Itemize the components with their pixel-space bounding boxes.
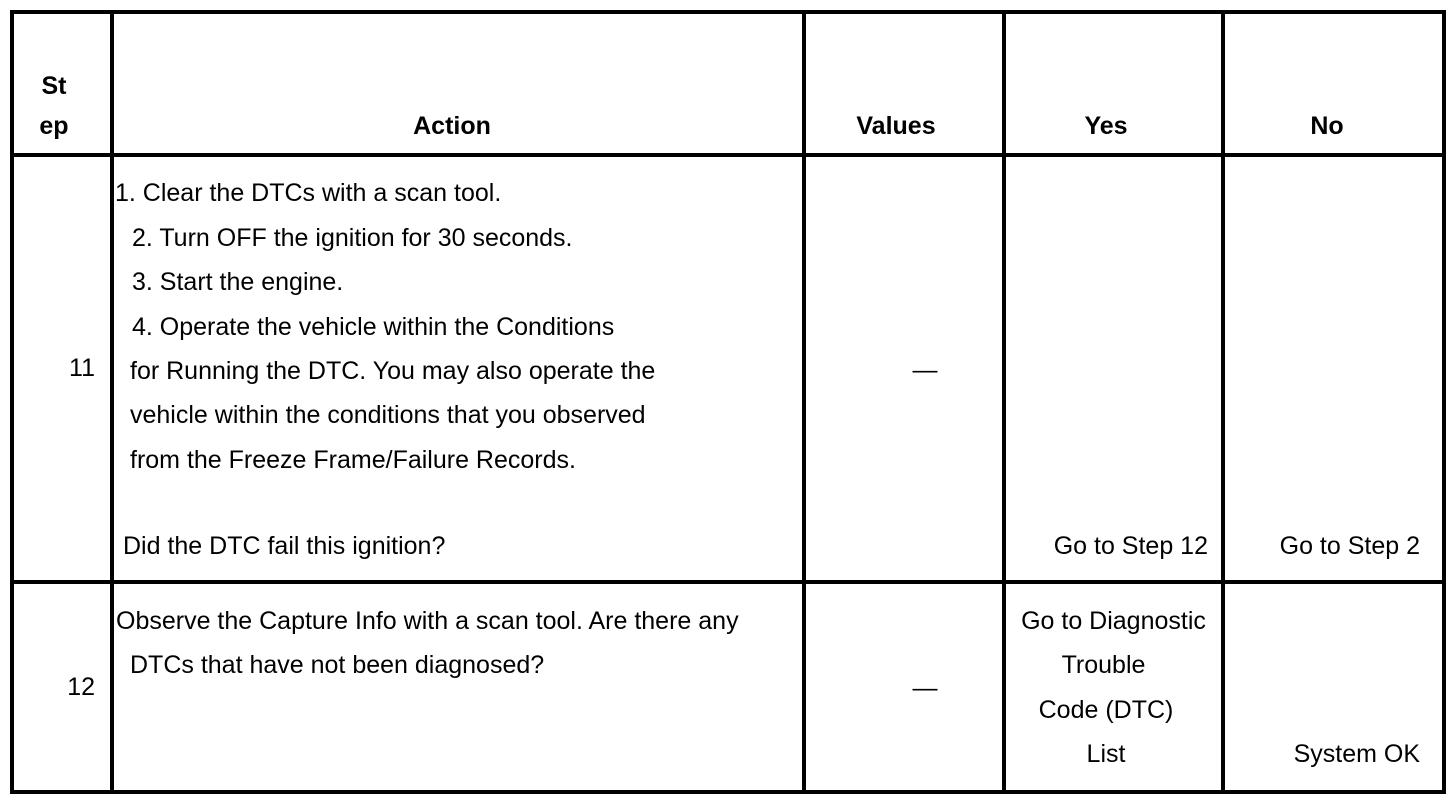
action-line: vehicle within the conditions that you observed [130,401,646,429]
action-line: 3. Start the engine. [132,268,344,296]
values-dash: — [912,674,938,702]
yes-goto-line: Code (DTC) [1038,696,1174,724]
step-number: 11 [69,354,95,382]
table-border-bottom [10,790,1446,794]
yes-goto-line: List [1086,740,1126,768]
yes-goto-line: Go to Diagnostic [1021,607,1206,635]
header-action: Action [413,112,491,140]
no-result: System OK [1293,740,1420,768]
action-line: 4. Operate the vehicle within the Conditions [132,313,615,341]
header-values: Values [856,112,936,140]
action-line: Observe the Capture Info with a scan tool. Are there any [116,607,739,635]
values-dash: — [912,356,938,384]
yes-goto-line: Trouble [1061,651,1146,679]
no-goto: Go to Step 2 [1279,532,1420,560]
header-step-line2: ep [39,112,69,140]
table-border-top [10,10,1446,14]
table-border-right [1442,10,1446,794]
action-line: DTCs that have not been diagnosed? [130,651,545,679]
step-number: 12 [67,673,95,701]
header-divider [10,153,1446,157]
header-yes: Yes [1084,112,1128,140]
yes-goto: Go to Step 12 [1053,532,1208,560]
row-divider [10,580,1446,584]
header-step-line1: St [41,72,67,100]
action-line: 2. Turn OFF the ignition for 30 seconds. [132,224,573,252]
action-line: 1. Clear the DTCs with a scan tool. [115,179,502,207]
action-line: from the Freeze Frame/Failure Records. [130,446,576,474]
header-no: No [1310,112,1344,140]
action-question: Did the DTC fail this ignition? [123,532,446,560]
action-line: for Running the DTC. You may also operate the [130,357,656,385]
